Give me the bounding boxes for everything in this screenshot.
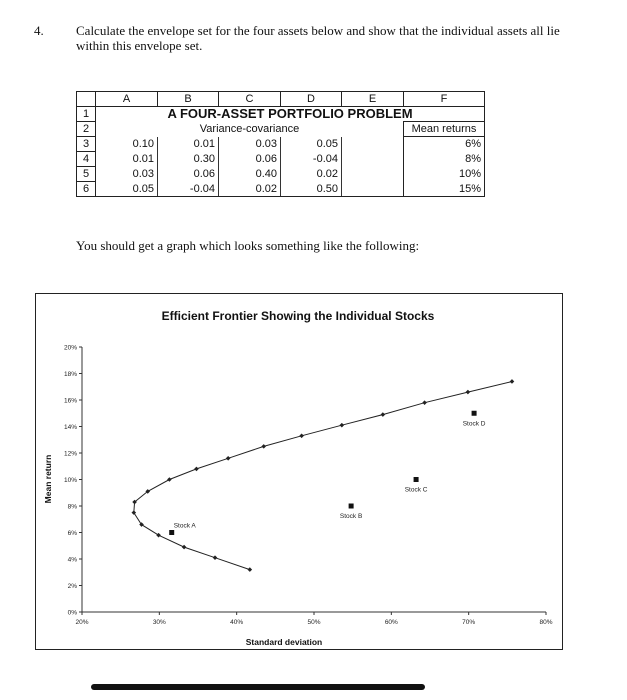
stock-label: Stock D xyxy=(462,420,486,428)
varcov-cell: 0.50 xyxy=(281,182,342,197)
frontier-point xyxy=(340,423,345,428)
column-header-c: C xyxy=(219,92,281,107)
x-tick-label: 40% xyxy=(230,619,244,626)
y-tick-label: 14% xyxy=(63,424,77,431)
x-axis-label: Standard deviation xyxy=(245,637,323,647)
row-number: 5 xyxy=(77,167,96,182)
column-header-row xyxy=(77,92,485,107)
sheet-title: A FOUR-ASSET PORTFOLIO PROBLEM xyxy=(96,107,485,122)
row-number: 4 xyxy=(77,152,96,167)
frontier-point xyxy=(226,456,231,461)
frontier-point xyxy=(167,477,172,482)
row-number: 2 xyxy=(77,122,96,137)
varcov-cell: 0.03 xyxy=(219,137,281,152)
column-header-f: F xyxy=(404,92,485,107)
varcov-label: Variance-covariance xyxy=(199,123,300,135)
x-tick-label: 20% xyxy=(75,619,89,626)
frontier-point xyxy=(213,555,218,560)
stock-point xyxy=(414,477,419,482)
stock-label: Stock B xyxy=(339,513,363,520)
frontier-point xyxy=(261,444,266,449)
stock-point xyxy=(472,411,477,416)
y-tick-label: 18% xyxy=(63,371,77,378)
varcov-cell: -0.04 xyxy=(158,182,219,197)
varcov-cell: 0.01 xyxy=(158,137,219,152)
stock-label: Stock C xyxy=(404,486,428,494)
empty-cell xyxy=(342,137,404,152)
chart-svg xyxy=(36,294,564,651)
row-number: 1 xyxy=(77,107,96,122)
stock-point xyxy=(349,504,354,509)
varcov-cell: 0.02 xyxy=(219,182,281,197)
frontier-line xyxy=(134,382,512,570)
mean-returns-label: Mean returns xyxy=(404,122,485,137)
varcov-cell: -0.04 xyxy=(281,152,342,167)
question-text: Calculate the envelope set for the four assets below and show that the individual assets all lie within this envelope set. xyxy=(76,23,560,53)
varcov-cell: 0.40 xyxy=(219,167,281,182)
frontier-point xyxy=(466,390,471,395)
sheet-row-1 xyxy=(77,107,485,122)
varcov-cell: 0.10 xyxy=(96,137,158,152)
varcov-cell: 0.02 xyxy=(281,167,342,182)
mean-return-cell: 15% xyxy=(404,182,485,197)
column-header-b: B xyxy=(158,92,219,107)
frontier-point xyxy=(194,467,199,472)
home-indicator xyxy=(91,684,425,690)
varcov-cell: 0.30 xyxy=(158,152,219,167)
corner-cell xyxy=(77,92,96,107)
x-tick-label: 70% xyxy=(462,619,476,626)
y-tick-label: 10% xyxy=(63,477,77,484)
chart-axes xyxy=(64,345,553,627)
row-number: 3 xyxy=(77,137,96,152)
y-tick-label: 0% xyxy=(67,609,77,617)
y-tick-label: 8% xyxy=(67,503,77,511)
varcov-cell: 0.06 xyxy=(219,152,281,167)
column-header-a: A xyxy=(96,92,158,107)
stock-point xyxy=(169,530,174,535)
varcov-cell: 0.06 xyxy=(158,167,219,182)
question-number: 4. xyxy=(34,23,44,38)
y-tick-label: 12% xyxy=(63,450,77,458)
frontier-point xyxy=(422,400,427,405)
y-tick-label: 16% xyxy=(63,397,77,405)
x-tick-label: 50% xyxy=(307,619,321,626)
chart-title: Efficient Frontier Showing the Individual Stocks xyxy=(161,309,435,323)
varcov-cell: 0.05 xyxy=(281,137,342,152)
varcov-cell: 0.01 xyxy=(96,152,158,167)
y-tick-label: 6% xyxy=(67,530,77,537)
mean-return-cell: 10% xyxy=(404,167,485,182)
spreadsheet-table xyxy=(76,91,485,197)
y-axis-label: Mean return xyxy=(43,454,53,504)
x-tick-label: 60% xyxy=(384,619,398,626)
column-header-e: E xyxy=(342,92,404,107)
frontier-point xyxy=(156,533,161,538)
empty-cell xyxy=(342,167,404,182)
row-number: 6 xyxy=(77,182,96,197)
stock-label: Stock A xyxy=(173,522,196,530)
chart-marks xyxy=(132,379,515,572)
frontier-point xyxy=(299,433,304,438)
column-header-d: D xyxy=(281,92,342,107)
frontier-point xyxy=(182,545,187,550)
x-tick-label: 80% xyxy=(539,619,553,626)
y-tick-label: 4% xyxy=(67,556,77,564)
mean-return-cell: 8% xyxy=(404,152,485,167)
frontier-chart xyxy=(35,293,563,650)
y-tick-label: 2% xyxy=(67,583,77,590)
varcov-cell: 0.05 xyxy=(96,182,158,197)
frontier-point xyxy=(381,412,386,417)
frontier-point xyxy=(510,379,515,384)
sheet-row-4 xyxy=(77,152,485,167)
sheet-row-2 xyxy=(77,122,485,137)
instruction-note: You should get a graph which looks something like the following: xyxy=(76,238,420,253)
x-tick-label: 30% xyxy=(152,619,166,626)
empty-cell xyxy=(342,152,404,167)
mean-return-cell: 6% xyxy=(404,137,485,152)
varcov-cell: 0.03 xyxy=(96,167,158,182)
sheet-row-5 xyxy=(77,167,485,182)
y-tick-label: 20% xyxy=(63,344,77,352)
sheet-row-3 xyxy=(77,137,485,152)
sheet-row-6 xyxy=(77,182,485,197)
empty-cell xyxy=(342,182,404,197)
frontier-point xyxy=(248,567,253,572)
